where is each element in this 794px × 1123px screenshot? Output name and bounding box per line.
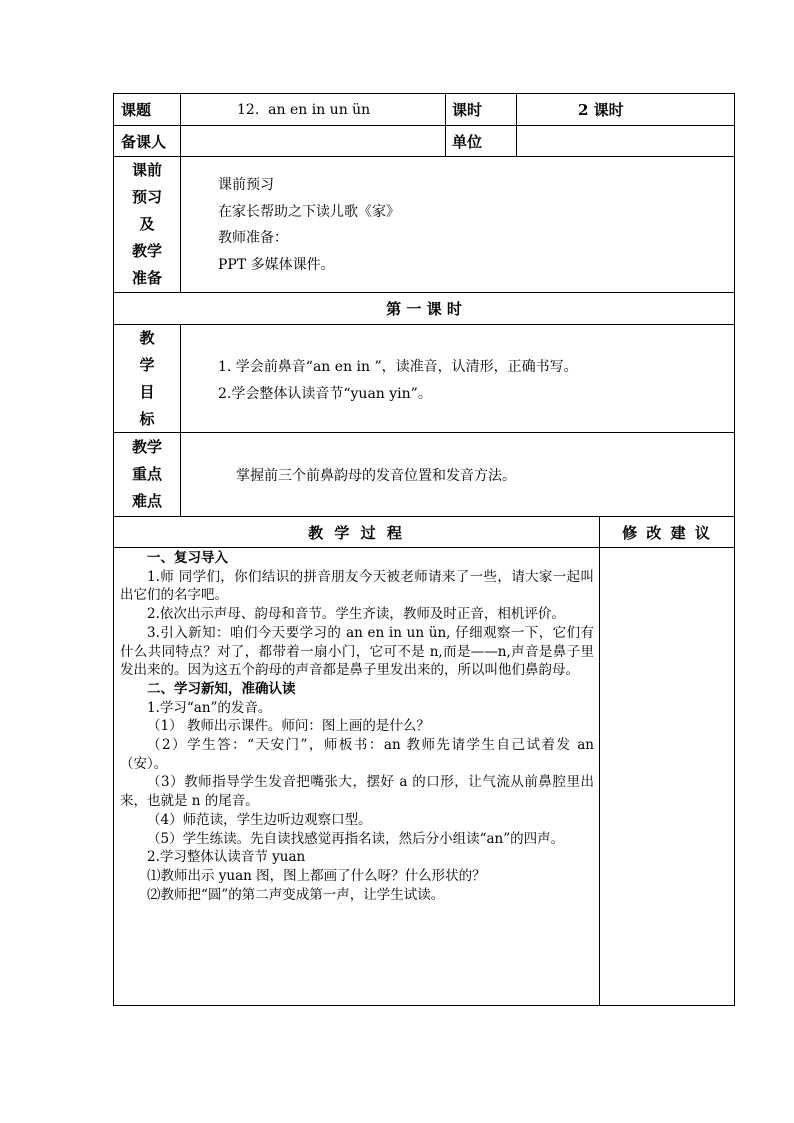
lesson-title: 12. an en in un ün xyxy=(237,101,371,118)
goals-label-line: 目 xyxy=(139,382,155,401)
period-value: 2 课时 xyxy=(578,101,624,119)
process-paragraph: 3.引入新知：咱们今天要学习的 an en in un ün, 仔细观察一下，它们有什么共同特点？对了，都带着一扇小门，它可不是 n,而是——n,声音是鼻子里发出来的。因为这五个韵母的声音都是鼻子里发出来的，所以叫他们鼻韵母。 xyxy=(120,624,594,679)
prep-line: 课前预习 xyxy=(218,177,274,193)
goal-line: 2.学会整体认读音节“yuan yin”。 xyxy=(218,385,432,402)
suggestions-cell[interactable] xyxy=(600,548,734,1005)
process-paragraph: ⑵教师把“圆”的第二声变成第一声，让学生试读。 xyxy=(147,886,445,903)
table-rule xyxy=(516,93,517,157)
process-header: 教 学 过 程 xyxy=(308,523,405,542)
process-paragraph: （1） 教师出示课件。师问：图上画的是什么？ xyxy=(147,718,430,735)
key-points-label xyxy=(114,433,180,516)
prep-label-line: 准备 xyxy=(131,269,162,287)
prep-line: PPT 多媒体课件。 xyxy=(218,256,335,273)
table-rule xyxy=(734,93,735,1006)
prep-content xyxy=(218,172,718,278)
prep-line: 教师准备： xyxy=(218,230,288,246)
table-rule xyxy=(180,324,181,517)
prep-line: 在家长帮助之下读儿歌《家》 xyxy=(218,203,400,220)
prep-label-line: 教学 xyxy=(131,242,162,260)
goals-content xyxy=(218,354,723,407)
process-body xyxy=(120,549,594,904)
process-paragraph: （4）师范读，学生边听边观察口型。 xyxy=(147,811,372,828)
process-paragraph: 二、学习新知，准确认读 xyxy=(147,680,296,697)
unit-label: 单位 xyxy=(452,132,483,151)
key-points-text: 掌握前三个前鼻韵母的发音位置和发音方法。 xyxy=(236,467,516,484)
key-points-label-line: 难点 xyxy=(131,492,162,510)
table-rule xyxy=(113,324,735,325)
process-paragraph: 2.学习整体认读音节 yuan xyxy=(147,849,306,866)
suggestions-header: 修 改 建 议 xyxy=(622,523,712,542)
process-paragraph: 一、复习导入 xyxy=(147,550,228,566)
process-paragraph: 2.依次出示声母、韵母和音节。学生齐读，教师及时正音，相机评价。 xyxy=(147,606,565,623)
process-paragraph: （3）教师指导学生发音把嘴张大，摆好 a 的口形，让气流从前鼻腔里出来，也就是 n 的尾音。 xyxy=(120,774,594,810)
lesson-label: 课题 xyxy=(121,101,152,119)
process-paragraph: （5）学生练读。先自读找感觉再指名读，然后分小组读“an”的四声。 xyxy=(147,830,565,847)
key-points-label-line: 重点 xyxy=(131,465,162,483)
process-paragraph: 1.师 同学们，你们结识的拼音朋友今天被老师请来了一些，请大家一起叫出它们的名字吧。 xyxy=(120,568,594,604)
preparer-value xyxy=(188,126,442,156)
table-rule xyxy=(180,93,181,293)
process-paragraph: （2）学生答：“天安门”，师板书：an 教师先请学生自己试着发 an（安）。 xyxy=(120,737,594,772)
prep-label-line: 课前 xyxy=(131,161,162,179)
period-label: 课时 xyxy=(452,101,483,119)
table-rule xyxy=(113,1005,735,1006)
goal-line: 1. 学会前鼻音“an en in ”，读准音，认清形，正确书写。 xyxy=(218,359,578,375)
goals-label-line: 标 xyxy=(139,409,155,428)
goals-label-line: 学 xyxy=(139,355,155,374)
goals-label xyxy=(114,325,180,432)
goals-label-line: 教 xyxy=(139,328,155,347)
preparer-label: 备课人 xyxy=(121,132,167,151)
table-rule xyxy=(445,93,446,157)
unit-value xyxy=(524,126,732,156)
prep-label-line: 及 xyxy=(139,215,155,233)
process-paragraph: ⑴教师出示 yuan 图，图上都画了什么呀？什么形状的？ xyxy=(147,867,486,884)
prep-label-line: 预习 xyxy=(131,188,162,206)
prep-label xyxy=(114,157,180,292)
process-paragraph: 1.学习“an”的发音。 xyxy=(147,699,272,716)
section-title: 第 一 课 时 xyxy=(386,300,462,318)
key-points-label-line: 教学 xyxy=(131,438,162,456)
table-rule xyxy=(113,156,735,157)
